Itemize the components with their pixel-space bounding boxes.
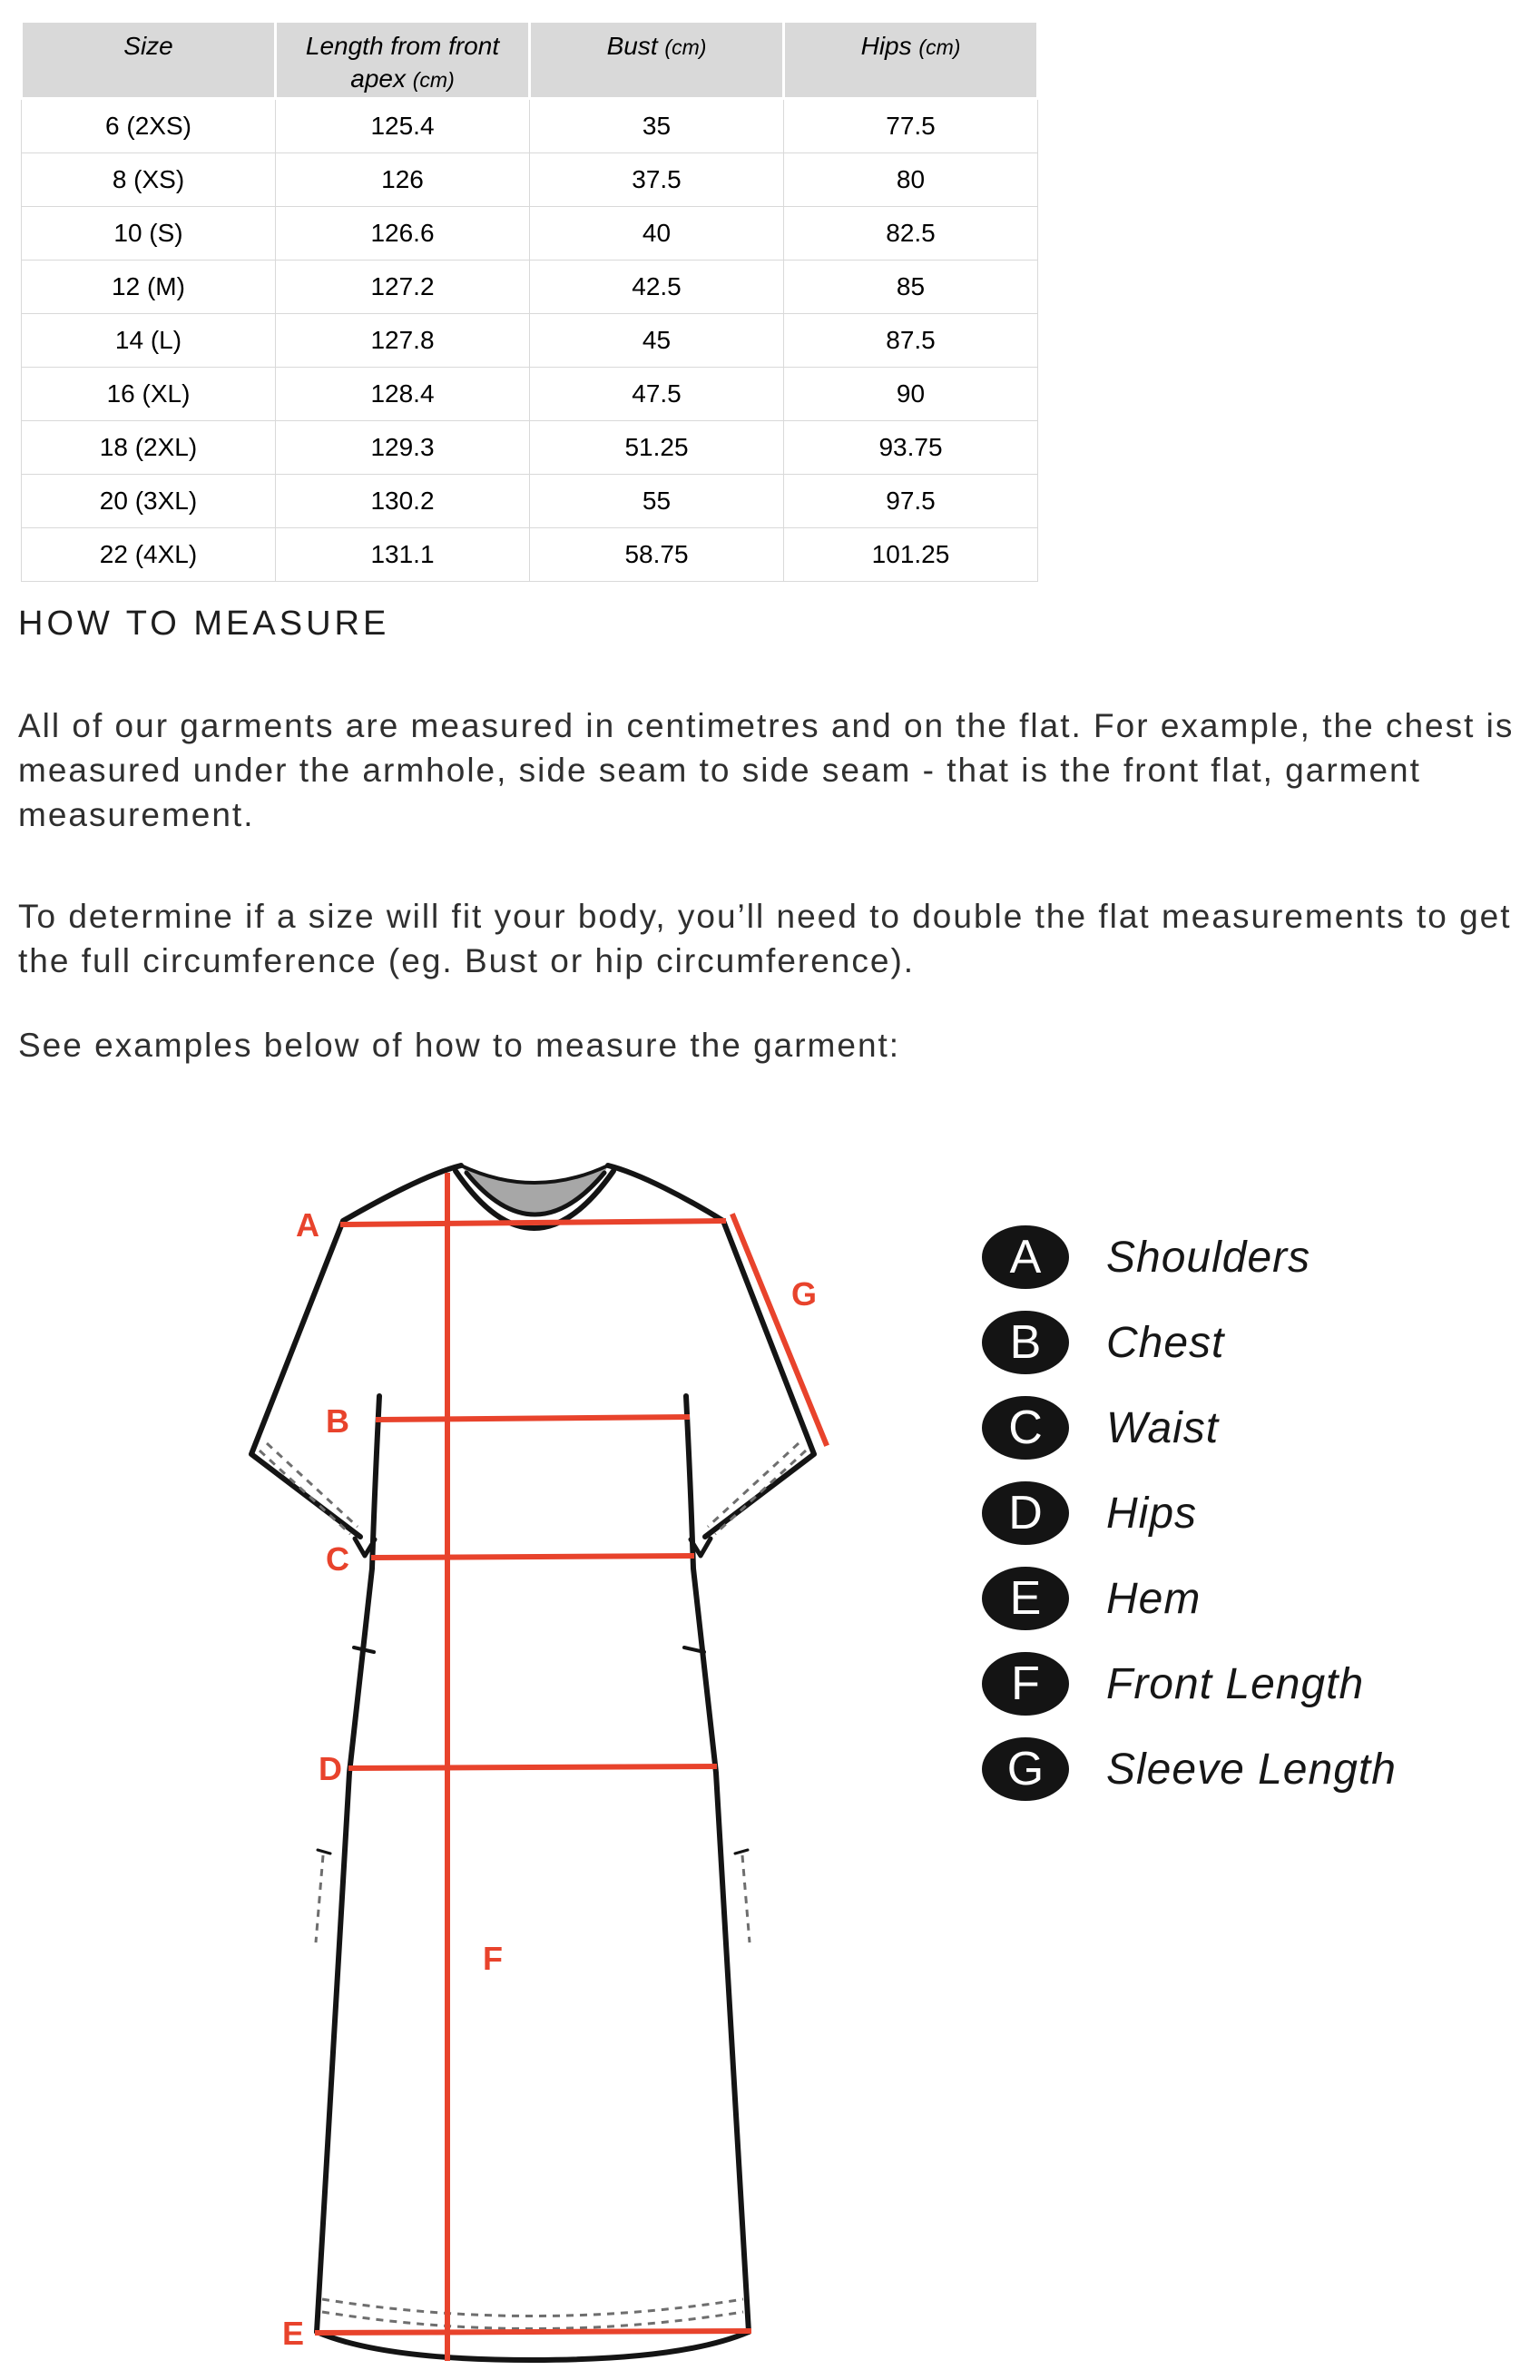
cell-size: 8 (XS): [22, 153, 276, 207]
size-table: [20, 20, 1039, 582]
cell-length: 128.4: [276, 368, 530, 421]
measure-paragraph-2: To determine if a size will fit your body, you’ll need to double the flat measurements to get the full circumference (eg. Bust or hip circumference).: [18, 898, 1512, 979]
cell-bust: 37.5: [530, 153, 784, 207]
cell-size: 16 (XL): [22, 368, 276, 421]
cell-length: 127.8: [276, 314, 530, 368]
table-row: [22, 261, 1038, 314]
measure-line-shoulders: [343, 1221, 723, 1224]
legend-label: Shoulders: [1106, 1233, 1311, 1282]
measure-line-chest: [378, 1417, 687, 1420]
cell-hips: 77.5: [784, 99, 1038, 153]
legend-label: Waist: [1106, 1403, 1220, 1452]
cell-bust: 42.5: [530, 261, 784, 314]
measure-line-sleeve-length: [733, 1216, 826, 1443]
measure-line-waist: [374, 1556, 692, 1558]
table-row: [22, 368, 1038, 421]
cell-bust: 47.5: [530, 368, 784, 421]
cell-bust: 45: [530, 314, 784, 368]
cell-size: 6 (2XS): [22, 99, 276, 153]
legend-item-hips: [982, 1470, 1397, 1556]
measure-paragraph-1: All of our garments are measured in centimetres and on the flat. For example, the chest is measured under the armhole, side seam to side seam - that is the front flat, garment measurement.: [18, 707, 1515, 833]
cell-size: 10 (S): [22, 207, 276, 261]
legend-bullet-g: G: [982, 1737, 1069, 1801]
col-header-length: Length from front apex (cm): [276, 22, 530, 99]
legend-bullet-a: A: [982, 1225, 1069, 1289]
table-row: [22, 421, 1038, 475]
size-table-header-row: [22, 22, 1038, 99]
label-g: G: [791, 1275, 818, 1313]
section-heading: HOW TO MEASURE: [18, 605, 390, 643]
cell-length: 127.2: [276, 261, 530, 314]
cell-length: 126: [276, 153, 530, 207]
label-f: F: [483, 1940, 503, 1977]
legend-item-shoulders: [982, 1215, 1397, 1300]
measure-legend: [982, 1215, 1397, 1812]
table-row: [22, 207, 1038, 261]
col-header-size: Size: [22, 22, 276, 99]
measure-letter-labels: [282, 1206, 817, 2352]
cell-bust: 51.25: [530, 421, 784, 475]
cell-length: 126.6: [276, 207, 530, 261]
garment-measure-diagram: [163, 1124, 880, 2380]
legend-bullet-e: E: [982, 1567, 1069, 1630]
measure-lines: [318, 1175, 826, 2358]
legend-bullet-b: B: [982, 1311, 1069, 1374]
legend-label: Sleeve Length: [1106, 1745, 1397, 1794]
col-header-bust: Bust (cm): [530, 22, 784, 99]
legend-item-sleeve-length: [982, 1726, 1397, 1812]
label-c: C: [326, 1540, 349, 1578]
cell-length: 125.4: [276, 99, 530, 153]
legend-item-waist: [982, 1385, 1397, 1470]
label-d: D: [319, 1750, 342, 1787]
table-row: [22, 528, 1038, 582]
table-row: [22, 99, 1038, 153]
legend-bullet-c: C: [982, 1396, 1069, 1460]
table-row: [22, 153, 1038, 207]
legend-item-front-length: [982, 1641, 1397, 1726]
label-a: A: [296, 1206, 319, 1244]
legend-label: Hips: [1106, 1489, 1198, 1538]
cell-size: 22 (4XL): [22, 528, 276, 582]
legend-label: Chest: [1106, 1318, 1225, 1367]
cell-length: 130.2: [276, 475, 530, 528]
cell-bust: 58.75: [530, 528, 784, 582]
measure-paragraph-3: See examples below of how to measure the garment:: [18, 1027, 901, 1064]
cell-bust: 55: [530, 475, 784, 528]
cell-hips: 101.25: [784, 528, 1038, 582]
measure-line-hem: [318, 2331, 749, 2333]
legend-label: Front Length: [1106, 1659, 1365, 1708]
cell-hips: 90: [784, 368, 1038, 421]
cell-hips: 85: [784, 261, 1038, 314]
label-b: B: [326, 1402, 349, 1440]
cell-size: 14 (L): [22, 314, 276, 368]
cell-length: 129.3: [276, 421, 530, 475]
table-row: [22, 314, 1038, 368]
cell-size: 20 (3XL): [22, 475, 276, 528]
cell-bust: 40: [530, 207, 784, 261]
cell-bust: 35: [530, 99, 784, 153]
label-e: E: [281, 2315, 304, 2352]
legend-bullet-f: F: [982, 1652, 1069, 1716]
legend-label: Hem: [1106, 1574, 1202, 1623]
legend-item-chest: [982, 1300, 1397, 1385]
legend-bullet-d: D: [982, 1481, 1069, 1545]
cell-hips: 80: [784, 153, 1038, 207]
measure-line-hips: [351, 1766, 714, 1768]
cell-hips: 82.5: [784, 207, 1038, 261]
cell-length: 131.1: [276, 528, 530, 582]
cell-size: 18 (2XL): [22, 421, 276, 475]
table-row: [22, 475, 1038, 528]
cell-hips: 97.5: [784, 475, 1038, 528]
col-header-hips: Hips (cm): [784, 22, 1038, 99]
cell-hips: 93.75: [784, 421, 1038, 475]
cell-size: 12 (M): [22, 261, 276, 314]
legend-item-hem: [982, 1556, 1397, 1641]
cell-hips: 87.5: [784, 314, 1038, 368]
